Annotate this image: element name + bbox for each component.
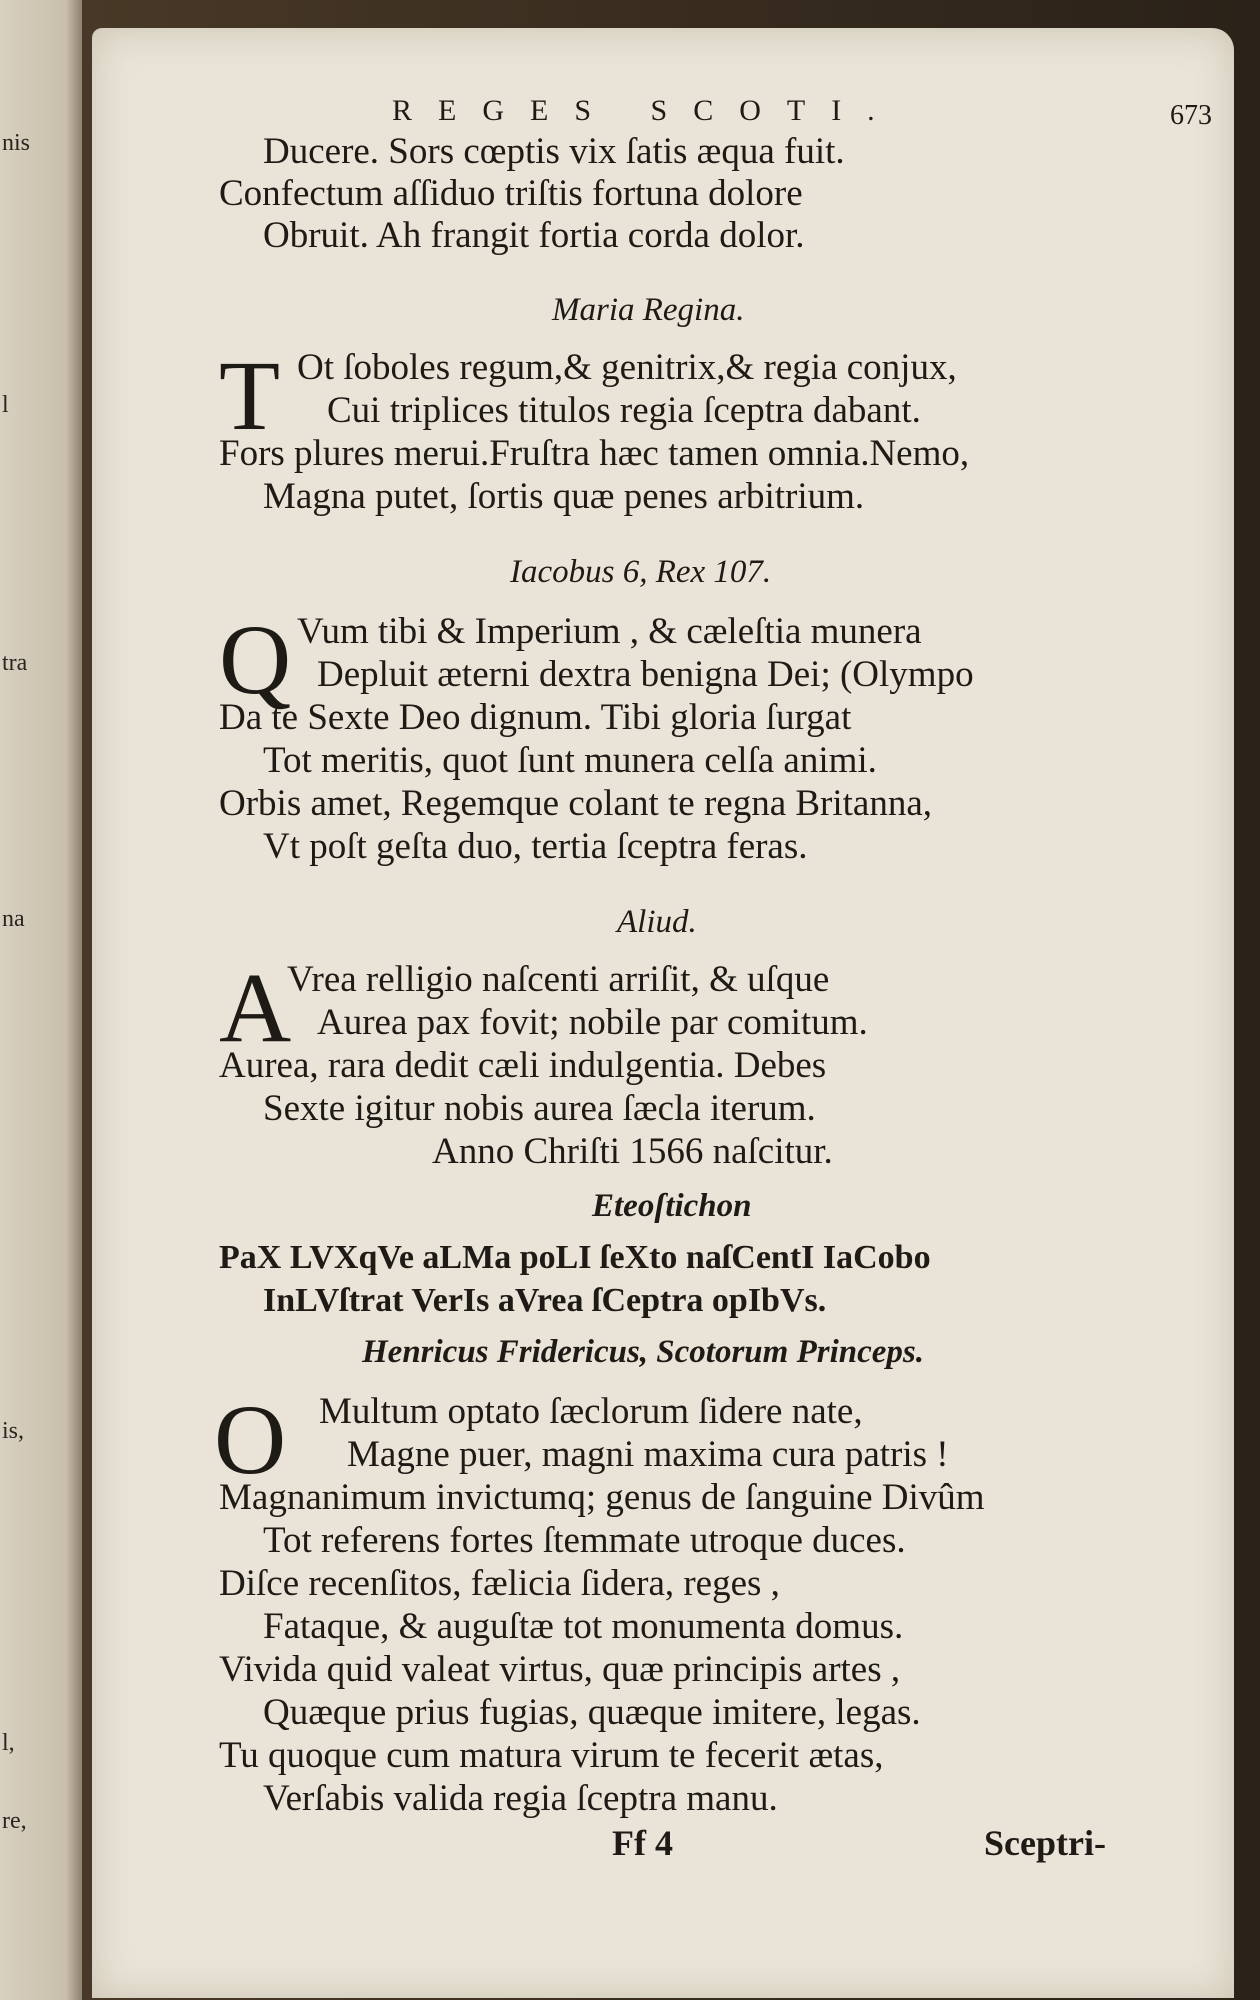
poem-title: Maria Regina.: [552, 292, 745, 328]
facing-page-fragment: na: [2, 906, 25, 932]
verse-line: Vivida quid valeat virtus, quæ principis artes ,: [219, 1649, 901, 1690]
catchword: Sceptri-: [984, 1823, 1106, 1863]
verse-line: Tot referens fortes ſtemmate utroque duces.: [263, 1520, 906, 1561]
verse-line: Vrea relligio naſcenti arriſit, & uſque: [287, 959, 830, 1000]
verse-line: Verſabis valida regia ſceptra manu.: [263, 1778, 778, 1819]
verse-line: Cui triplices titulos regia ſceptra dabant.: [327, 390, 921, 431]
verse-line: Orbis amet, Regemque colant te regna Britanna,: [219, 783, 933, 824]
chronogram-line: InLVſtrat VerIs aVrea ſCeptra opIbVs.: [263, 1282, 827, 1319]
verse-line: Ducere. Sors cœptis vix ſatis æqua fuit.: [263, 131, 845, 172]
verse-line: Aurea, rara dedit cæli indulgentia. Debes: [219, 1045, 827, 1086]
verse-line: Ot ſoboles regum,& genitrix,& regia conjux,: [297, 347, 957, 388]
facing-page-fragment: re,: [2, 1808, 27, 1834]
signature-mark: Ff 4: [612, 1823, 673, 1863]
verse-line: Depluit æterni dextra benigna Dei; (Olympo: [317, 654, 974, 695]
verse-line: Fataque, & auguſtæ tot monumenta domus.: [263, 1606, 904, 1647]
verse-line: Magnanimum invictumq; genus de ſanguine Divûm: [219, 1477, 985, 1518]
verse-line: Fors plures merui.Fruſtra hæc tamen omnia.Nemo,: [219, 433, 970, 474]
poem-title: Aliud.: [617, 904, 697, 940]
verse-line: Diſce recenſitos, fælicia ſidera, reges ,: [219, 1563, 780, 1604]
verse-line: Multum optato ſæclorum ſidere nate,: [319, 1391, 863, 1432]
facing-page-fragment: l,: [2, 1730, 15, 1756]
verse-line: Vt poſt geſta duo, tertia ſceptra feras.: [263, 826, 808, 867]
drop-capital: A: [219, 952, 292, 1063]
verse-line: Da te Sexte Deo dignum. Tibi gloria ſurgat: [219, 697, 852, 738]
verse-line: Confectum aſſiduo triſtis fortuna dolore: [219, 173, 803, 214]
poem-title: Henricus Fridericus, Scotorum Princeps.: [362, 1334, 924, 1370]
poem-title: Iacobus 6, Rex 107.: [510, 554, 772, 590]
facing-page-fragment: nis: [2, 130, 31, 156]
drop-capital: T: [219, 340, 281, 451]
verse-line: Sexte igitur nobis aurea ſæcla iterum.: [263, 1088, 816, 1129]
verse-line: Tot meritis, quot ſunt munera celſa animi.: [263, 740, 877, 781]
book-page: [92, 28, 1234, 1998]
verse-line: Quæque prius fugias, quæque imitere, legas.: [263, 1692, 921, 1733]
poem-title: Eteoſtichon: [592, 1188, 752, 1224]
facing-page-fragment: tra: [2, 650, 28, 676]
verse-line: Vum tibi & Imperium , & cæleſtia munera: [297, 611, 922, 652]
verse-line: Magna putet, ſortis quæ penes arbitrium.: [263, 476, 865, 517]
facing-page-edge: [0, 0, 82, 2000]
running-head: REGES SCOTI.: [392, 94, 901, 127]
facing-page-fragment: is,: [2, 1418, 25, 1444]
verse-line: Magne puer, magni maxima cura patris !: [347, 1434, 949, 1475]
drop-capital: O: [214, 1384, 287, 1495]
verse-line: Aurea pax fovit; nobile par comitum.: [317, 1002, 868, 1043]
verse-line: Tu quoque cum matura virum te fecerit ætas,: [219, 1735, 884, 1776]
chronogram-line: PaX LVXqVe aLMa poLI ſeXto naſCentI IaCobo: [219, 1239, 931, 1276]
verse-line: Anno Chriſti 1566 naſcitur.: [432, 1131, 833, 1172]
verse-line: Obruit. Ah frangit fortia corda dolor.: [263, 215, 805, 256]
facing-page-fragment: l: [2, 392, 9, 418]
page-number: 673: [1170, 100, 1212, 131]
drop-capital: Q: [219, 604, 292, 715]
